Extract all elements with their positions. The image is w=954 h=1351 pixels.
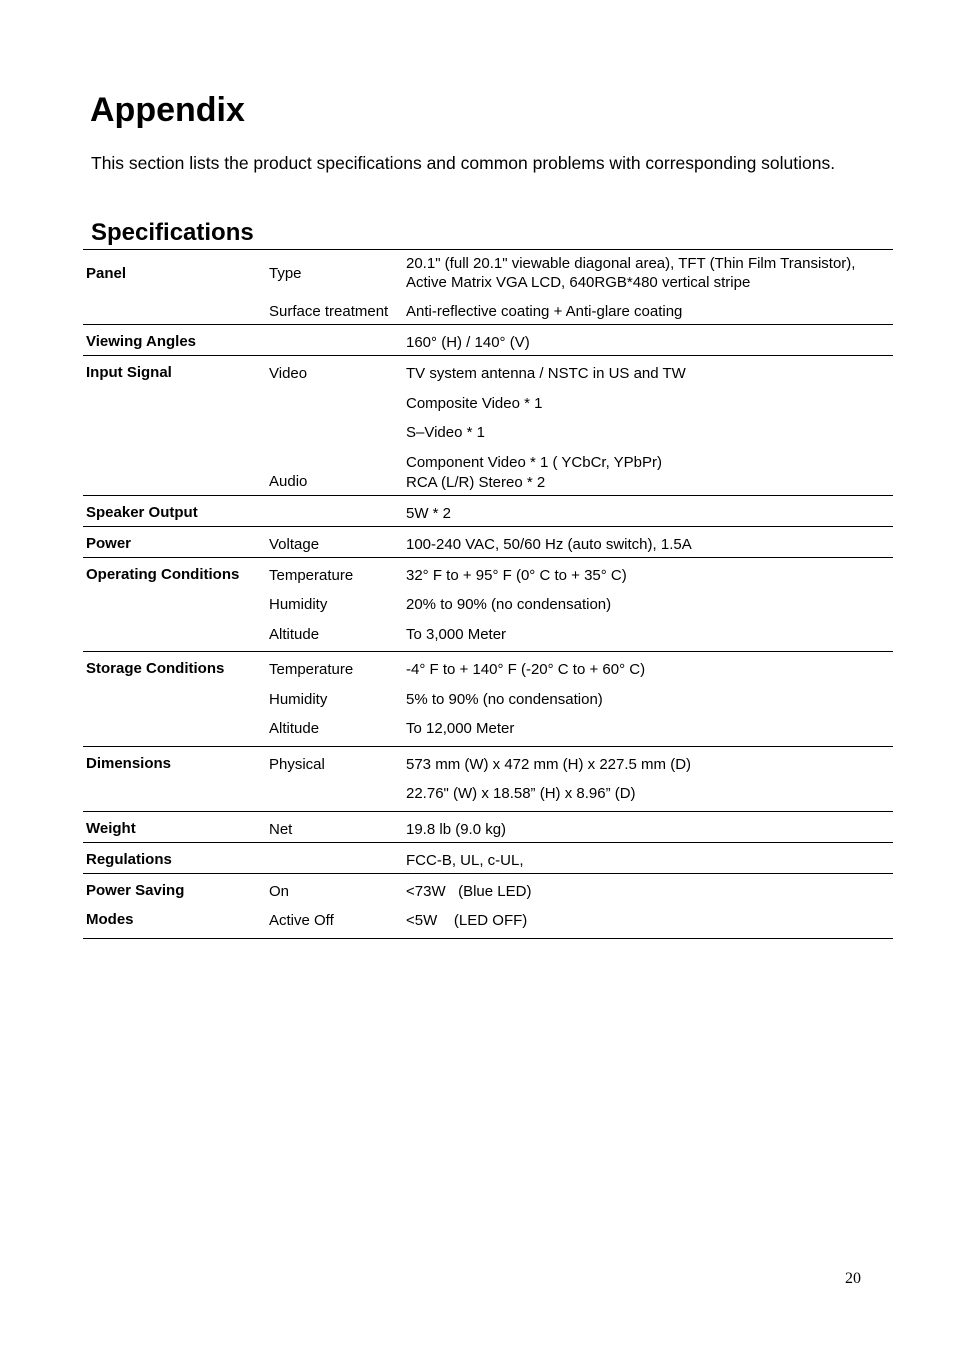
spec-label: Viewing Angles xyxy=(86,333,197,350)
spec-sublabel: Altitude xyxy=(269,625,320,643)
spec-row xyxy=(83,684,893,714)
spec-label-empty xyxy=(83,713,269,718)
spec-sublabel: Net xyxy=(269,820,293,838)
spec-label-empty xyxy=(83,417,269,422)
spec-row xyxy=(83,845,893,870)
spec-label: Storage Conditions xyxy=(86,660,225,677)
spec-row xyxy=(83,654,893,684)
spec-sublabel: Physical xyxy=(269,755,325,773)
spec-value: 20.1" (full 20.1" viewable diagonal area), TFT (Thin Film Transistor), Active Matrix VGA LCD, 640RGB*480 vertical stripe xyxy=(406,255,856,291)
spec-row xyxy=(83,814,893,839)
spec-row xyxy=(83,905,893,935)
spec-label: Dimensions xyxy=(86,754,172,772)
spec-group-power xyxy=(83,527,893,558)
spec-label: Power xyxy=(86,534,132,552)
spec-value: 100-240 VAC, 50/60 Hz (auto switch), 1.5A xyxy=(406,535,692,553)
spec-value: TV system antenna / NSTC in US and TW xyxy=(406,365,686,382)
spec-row xyxy=(83,252,893,296)
spec-sublabel: Humidity xyxy=(269,596,328,613)
spec-label: Modes xyxy=(86,911,134,928)
spec-label: Power Saving xyxy=(86,881,185,899)
spec-group-viewing-angles xyxy=(83,325,893,356)
spec-row xyxy=(83,589,893,619)
spec-group-storage-conditions xyxy=(83,652,893,747)
spec-sublabel: Voltage xyxy=(269,535,320,553)
spec-value: 32° F to + 95° F (0° C to + 35° C) xyxy=(406,566,627,584)
spec-sublabel: Audio xyxy=(269,472,308,490)
spec-value: FCC-B, UL, c-UL, xyxy=(406,851,524,869)
spec-group-dimensions xyxy=(83,747,893,812)
spec-value: -4° F to + 140° F (-20° C to + 60° C) xyxy=(406,661,646,678)
spec-row xyxy=(83,876,893,906)
spec-label: Operating Conditions xyxy=(86,565,240,583)
spec-label-empty xyxy=(83,388,269,393)
spec-sublabel: Temperature xyxy=(269,661,354,678)
spec-label: Regulations xyxy=(86,850,172,868)
spec-label-empty xyxy=(83,296,269,301)
spec-group-input-signal xyxy=(83,356,893,496)
spec-row xyxy=(83,749,893,779)
spec-value: 20% to 90% (no condensation) xyxy=(406,596,612,613)
spec-row xyxy=(83,560,893,590)
spec-group-regulations xyxy=(83,843,893,874)
spec-row xyxy=(83,498,893,523)
spec-sublabel: Altitude xyxy=(269,720,320,737)
spec-label-empty xyxy=(83,589,269,594)
spec-sublabel-empty xyxy=(269,388,406,394)
spec-value: Anti-reflective coating + Anti-glare coating xyxy=(406,303,683,320)
spec-sublabel: On xyxy=(269,882,290,900)
spec-sublabel-empty xyxy=(269,417,406,423)
spec-group-operating-conditions xyxy=(83,558,893,653)
spec-row xyxy=(83,296,893,321)
spec-row xyxy=(83,619,893,649)
spec-sublabel-empty xyxy=(269,327,406,333)
spec-sublabel: Humidity xyxy=(269,690,328,708)
spec-row xyxy=(83,388,893,418)
spec-value: To 3,000 Meter xyxy=(406,625,507,643)
spec-value: 5% to 90% (no condensation) xyxy=(406,690,603,708)
spec-value: Composite Video * 1 xyxy=(406,394,543,412)
spec-value: 160° (H) / 140° (V) xyxy=(406,334,530,351)
spec-label-empty xyxy=(83,619,269,624)
spec-sublabel-empty xyxy=(269,447,406,453)
spec-value: <5W (LED OFF) xyxy=(406,912,528,929)
spec-value: S–Video * 1 xyxy=(406,424,485,441)
spec-label-empty xyxy=(83,684,269,689)
spec-sublabel-empty xyxy=(269,845,406,851)
spec-row xyxy=(83,417,893,447)
spec-group-panel xyxy=(83,250,893,325)
specifications-table xyxy=(83,249,893,939)
spec-value: Component Video * 1 ( YCbCr, YPbPr) xyxy=(406,453,662,471)
spec-value: 5W * 2 xyxy=(406,504,452,522)
spec-label: Speaker Output xyxy=(86,503,198,521)
spec-value: 19.8 lb (9.0 kg) xyxy=(406,820,507,838)
spec-row xyxy=(83,447,893,472)
spec-label: Input Signal xyxy=(86,364,172,381)
spec-label-empty xyxy=(83,778,269,783)
spec-sublabel-empty xyxy=(269,778,406,784)
spec-value: <73W (Blue LED) xyxy=(406,882,532,900)
spec-row xyxy=(83,713,893,743)
page-number: 20 xyxy=(845,1270,861,1287)
spec-label-empty xyxy=(83,447,269,452)
spec-value: RCA (L/R) Stereo * 2 xyxy=(406,473,546,491)
spec-group-power-saving xyxy=(83,874,893,939)
spec-row xyxy=(83,472,893,492)
spec-group-weight xyxy=(83,812,893,843)
spec-sublabel: Video xyxy=(269,365,308,382)
spec-value: 22.76" (W) x 18.58” (H) x 8.96” (D) xyxy=(406,785,636,802)
spec-row xyxy=(83,327,893,352)
spec-sublabel: Surface treatment xyxy=(269,303,389,320)
spec-row xyxy=(83,529,893,554)
spec-value: To 12,000 Meter xyxy=(406,720,515,737)
spec-sublabel-empty xyxy=(269,498,406,504)
spec-row xyxy=(83,358,893,388)
page-title: Appendix xyxy=(90,91,245,129)
spec-sublabel: Temperature xyxy=(269,566,354,584)
spec-row xyxy=(83,778,893,808)
intro-paragraph: This section lists the product specifications and common problems with corresponding solutions. xyxy=(91,153,836,173)
spec-label: Weight xyxy=(86,819,136,837)
spec-sublabel: Type xyxy=(269,265,302,282)
spec-label: Panel xyxy=(86,265,127,282)
spec-value: 573 mm (W) x 472 mm (H) x 227.5 mm (D) xyxy=(406,755,692,773)
spec-sublabel: Active Off xyxy=(269,912,334,929)
spec-group-speaker-output xyxy=(83,496,893,527)
section-title: Specifications xyxy=(91,219,254,246)
